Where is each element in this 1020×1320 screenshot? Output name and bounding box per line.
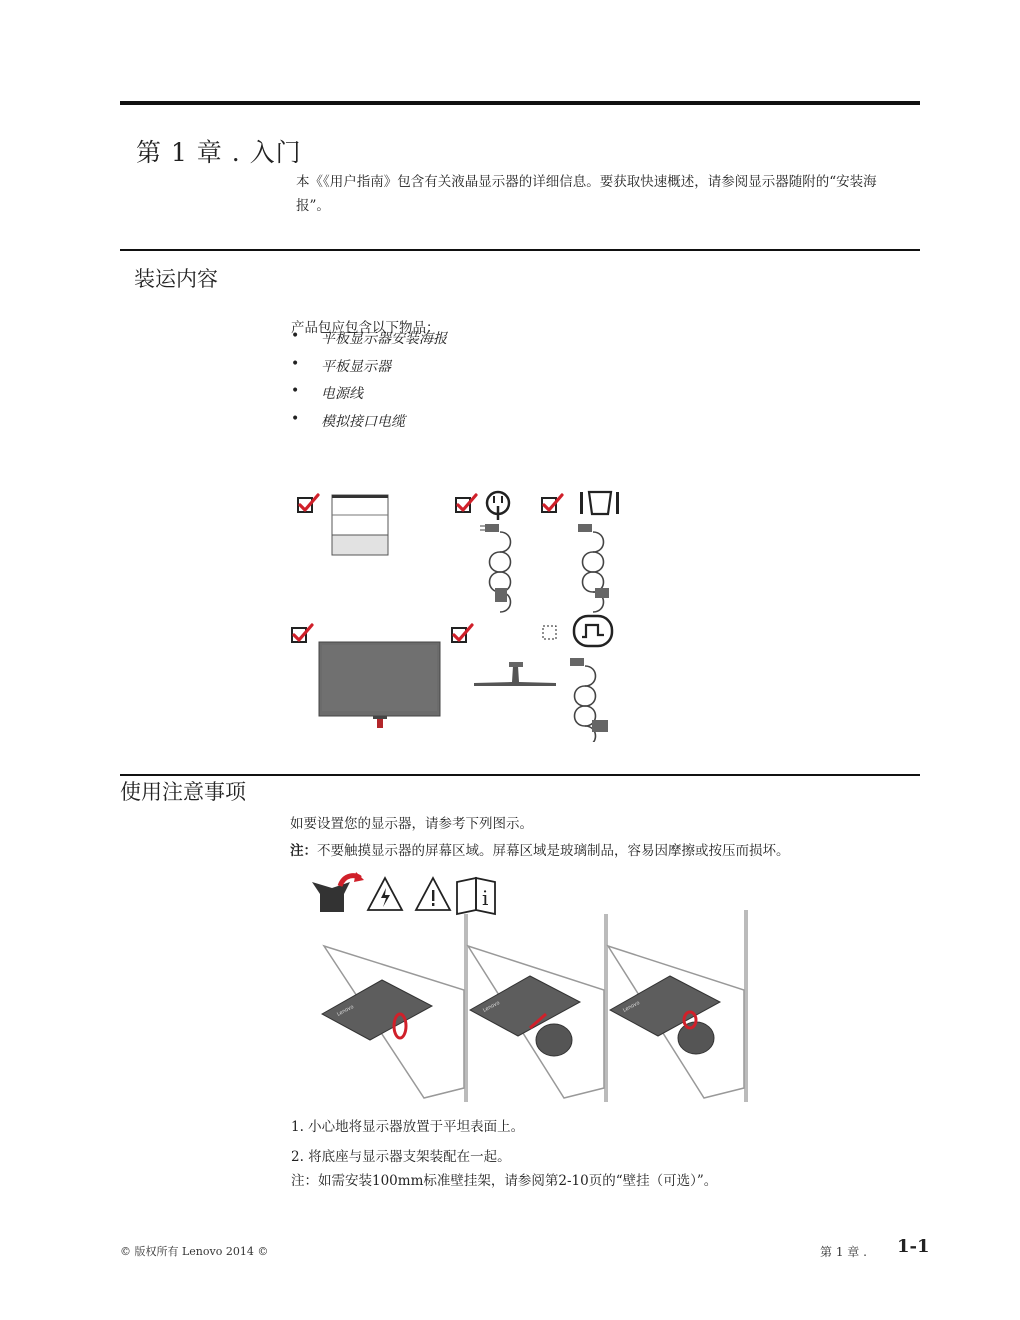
list-item: • 电源线 [291,383,447,411]
list-item: • 模拟接口电缆 [291,411,447,439]
section-rule [120,249,920,251]
step-1: 1. 小心地将显示器放置于平坦表面上。 [291,1119,525,1135]
stand-assembly-illustration [318,910,758,1110]
step-2: 2. 将底座与显示器支架装配在一起。 [291,1149,511,1165]
chapter-intro: 本《《用户指南》包含有关液晶显示器的详细信息。要获取快速概述，请参阅显示器随附的“安装海报”。 [296,174,877,214]
svg-text:Lenovo: Lenovo [482,1000,501,1014]
checkbox-checked-icon [456,495,476,512]
dvi-connector-icon [574,616,612,646]
list-item: • 平板显示器安装海报 [291,328,447,356]
box-open-icon [312,872,364,912]
checkbox-checked-icon [298,495,318,512]
power-cable-drawing [480,524,511,612]
usage-lead: 如要设置您的显示器，请参考下列图示。 [290,816,533,832]
dvi-cable-drawing [570,658,608,742]
poster-icon [332,495,388,555]
footer-copyright: © 版权所有 Lenovo 2014 © [120,1245,269,1258]
manual-info-icon [457,878,495,914]
assembly-step-1 [322,946,464,1098]
usage-note-2: 注：如需安装100mm标准壁挂架，请参阅第2-10页的“壁挂（可选）”。 [291,1173,718,1189]
page-number: 1-1 [897,1236,930,1257]
checkbox-checked-icon [542,495,562,512]
power-plug-icon [487,492,509,520]
caution-icon [416,878,450,910]
package-contents-illustration [280,482,640,742]
checkbox-empty-icon [543,626,556,639]
vga-connector-icon [580,492,619,514]
svg-text:Lenovo: Lenovo [336,1004,355,1018]
shipping-lead: 产品包应包含以下物品： [291,320,440,336]
list-item: • 平板显示器 [291,356,447,384]
vga-cable-drawing [578,524,609,612]
shipping-list [291,328,447,438]
footer-chapter-ref: 第 1 章 . [820,1245,867,1259]
top-rule [120,101,920,105]
usage-note [290,839,920,863]
svg-text:Lenovo: Lenovo [622,1000,641,1014]
assembly-step-2 [468,946,604,1098]
checkbox-checked-icon [292,625,312,642]
svg-text:i: i [482,886,489,910]
electric-warning-icon [368,878,402,910]
checkbox-checked-icon [452,625,472,642]
monitor-drawing [319,642,440,728]
chapter-title: 第 1 章 . 入门 [136,138,302,167]
note-text: 不要触摸显示器的屏幕区域。屏幕区域是玻璃制品，容易因摩擦或按压而损坏。 [317,843,790,859]
note-label: 注： [290,843,317,859]
assembly-step-3 [608,946,744,1098]
stand-base-drawing [474,662,556,686]
usage-heading: 使用注意事项 [120,780,246,804]
shipping-heading: 装运内容 [134,267,218,291]
